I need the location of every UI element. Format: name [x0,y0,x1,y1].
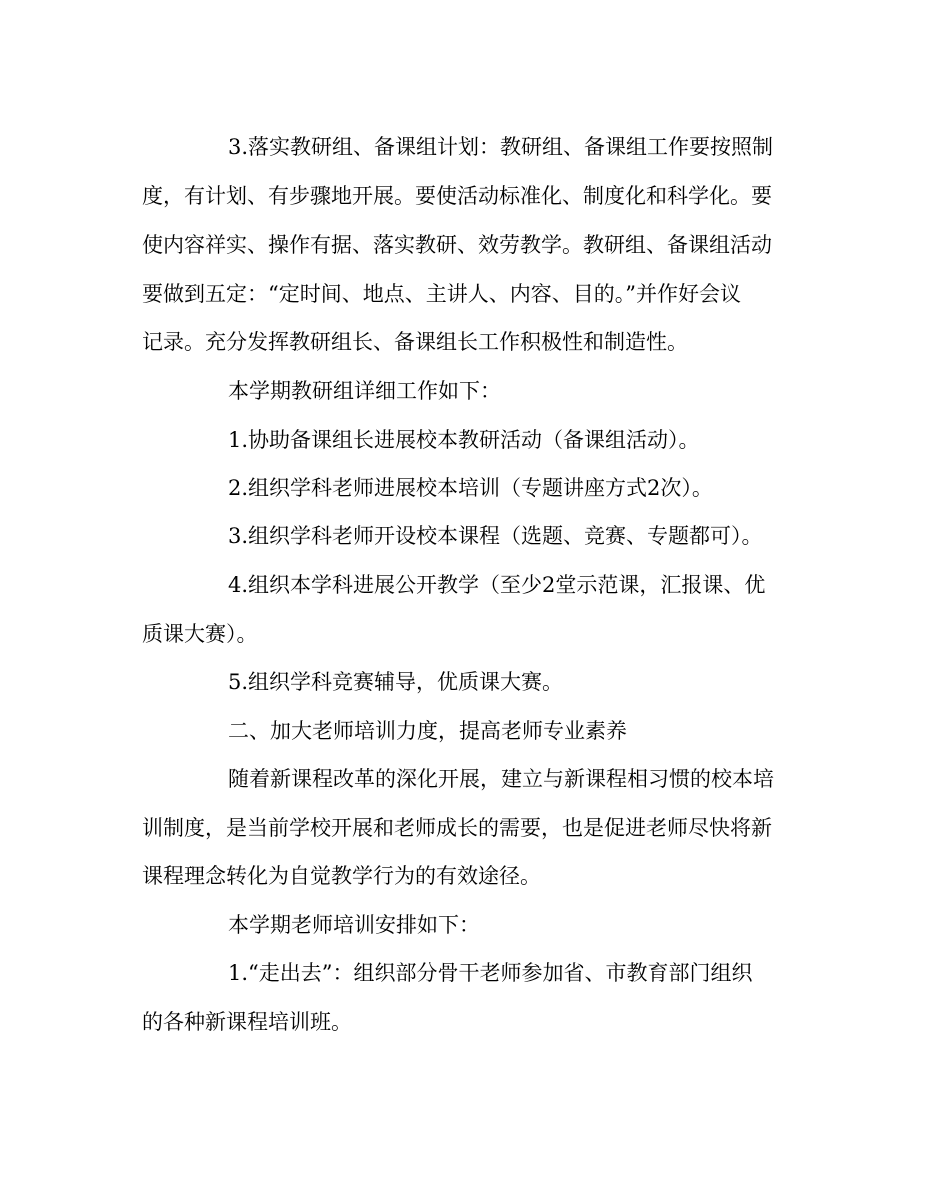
paragraph-line: 质课大赛）。 [142,622,258,646]
paragraph-line: 3.落实教研组、备课组计划：教研组、备课组工作要按照制 [228,135,774,159]
paragraph-line: 课程理念转化为自觉教学行为的有效途径。 [142,864,541,888]
paragraph-line: 本学期老师培训安排如下： [228,913,480,937]
paragraph-line: 3.组织学科老师开设校本课程（选题、竞赛、专题都可）。 [228,524,763,548]
paragraph-line: 使内容祥实、操作有据、落实教研、效劳教学。教研组、备课组活动 [142,233,772,257]
paragraph-line: 度，有计划、有步骤地开展。要使活动标准化、制度化和科学化。要 [142,184,772,208]
paragraph-line: 本学期教研组详细工作如下： [228,379,501,403]
paragraph-line: 记录。充分发挥教研组长、备课组长工作积极性和制造性。 [142,330,688,354]
paragraph-line: 5.组织学科竞赛辅导，优质课大赛。 [228,670,564,694]
paragraph-line: 训制度，是当前学校开展和老师成长的需要，也是促进老师尽快将新 [142,816,772,840]
paragraph-line: 1.“走出去”：组织部分骨干老师参加省、市教育部门组织 [228,961,753,985]
paragraph-line: 要做到五定：“定时间、地点、主讲人、内容、目的。”并作好会议 [142,282,741,306]
paragraph-line: 1.协助备课组长进展校本教研活动（备课组活动）。 [228,428,700,452]
paragraph-line: 的各种新课程培训班。 [142,1010,352,1034]
paragraph-line: 随着新课程改革的深化开展，建立与新课程相习惯的校本培 [228,767,774,791]
section-heading: 二、加大老师培训力度，提高老师专业素养 [228,719,627,743]
paragraph-line: 2.组织学科老师进展校本培训（专题讲座方式2次）。 [228,476,713,500]
paragraph-line: 4.组织本学科进展公开教学（至少2堂示范课，汇报课、优 [228,573,766,597]
